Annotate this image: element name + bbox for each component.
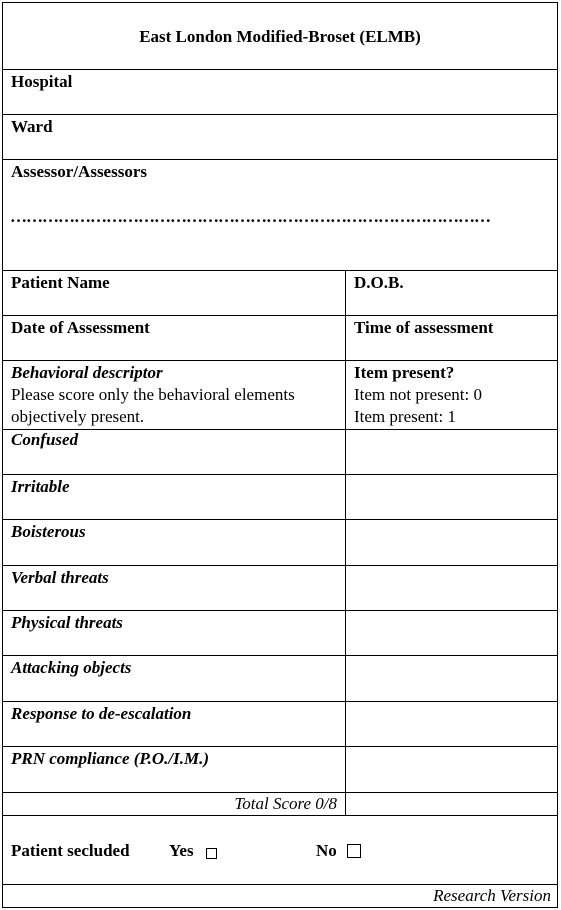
assessor-dotted-line: ……………………………………………………………………………… — [10, 207, 490, 226]
descriptor-instruction: objectively present. — [11, 407, 145, 426]
row-divider — [2, 270, 558, 271]
border-bottom — [2, 907, 558, 908]
seclusion-yes-label: Yes — [169, 841, 194, 860]
patient-secluded-label: Patient secluded — [11, 841, 130, 860]
row-divider — [2, 69, 558, 70]
border-left — [2, 2, 3, 908]
score-cell[interactable] — [346, 566, 557, 610]
total-score: Total Score 0/8 — [234, 794, 337, 813]
item-prn-compliance: PRN compliance (P.O./I.M.) — [11, 749, 210, 768]
ward-label: Ward — [11, 117, 53, 136]
border-right — [557, 2, 558, 908]
assessor-label: Assessor/Assessors — [11, 162, 147, 181]
seclusion-yes-checkbox[interactable] — [206, 848, 217, 859]
descriptor-instruction: Please score only the behavioral elements — [11, 385, 295, 404]
score-cell[interactable] — [346, 702, 557, 746]
item-verbal-threats: Verbal threats — [11, 568, 109, 587]
row-divider — [2, 159, 558, 160]
form-title: East London Modified-Broset (ELMB) — [139, 27, 421, 46]
score-cell[interactable] — [346, 430, 557, 474]
elmb-form — [2, 2, 558, 908]
item-not-present-legend: Item not present: 0 — [354, 385, 482, 404]
seclusion-no-checkbox[interactable] — [347, 844, 361, 858]
score-cell[interactable] — [346, 656, 557, 701]
time-of-assessment-label: Time of assessment — [354, 318, 494, 337]
row-divider — [2, 360, 558, 361]
item-physical-threats: Physical threats — [11, 613, 123, 632]
score-cell[interactable] — [346, 611, 557, 655]
hospital-label: Hospital — [11, 72, 73, 91]
patient-name-label: Patient Name — [11, 273, 110, 292]
score-cell[interactable] — [346, 475, 557, 519]
item-attacking-objects: Attacking objects — [11, 658, 132, 677]
item-present-title: Item present? — [354, 363, 455, 382]
dob-label: D.O.B. — [354, 273, 404, 292]
score-cell[interactable] — [346, 747, 557, 792]
research-version-footer: Research Version — [433, 886, 551, 905]
item-boisterous: Boisterous — [11, 522, 86, 541]
item-response-to-de-escalation: Response to de-escalation — [11, 704, 192, 723]
date-of-assessment-label: Date of Assessment — [11, 318, 150, 337]
item-irritable: Irritable — [11, 477, 70, 496]
row-divider — [2, 114, 558, 115]
item-present-legend: Item present: 1 — [354, 407, 456, 426]
item-confused: Confused — [11, 430, 79, 449]
border-top — [2, 2, 558, 3]
row-divider — [2, 315, 558, 316]
descriptor-title: Behavioral descriptor — [11, 363, 163, 382]
seclusion-no-label: No — [316, 841, 337, 860]
score-cell[interactable] — [346, 520, 557, 565]
row-divider — [2, 815, 558, 816]
